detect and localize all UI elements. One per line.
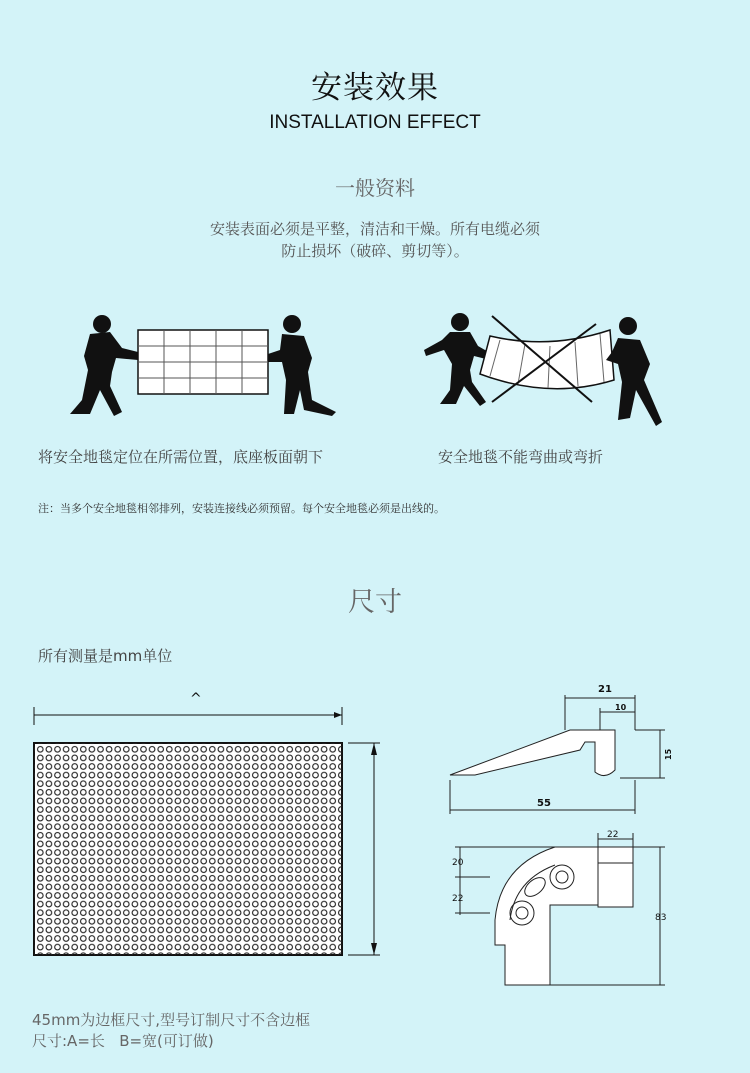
general-info-heading: 一般资料 xyxy=(335,176,415,200)
corner-dim-83: 83 xyxy=(655,913,667,923)
footnote-line-2: 尺寸:A=长 B=宽(可订做) xyxy=(32,1032,214,1050)
installation-note: 注：当多个安全地毯相邻排列，安装连接线必须预留。每个安全地毯必须是出线的。 xyxy=(38,502,445,515)
section-title-english: INSTALLATION EFFECT xyxy=(269,112,481,133)
caption-no-bending: 安全地毯不能弯曲或弯折 xyxy=(438,448,604,466)
profile-dim-55: 55 xyxy=(537,798,551,809)
section-title: 安装效果 xyxy=(311,70,439,106)
person-right-figure xyxy=(606,317,662,426)
corner-dim-22-left: 22 xyxy=(452,894,464,904)
corner-dim-22-top: 22 xyxy=(607,830,619,840)
incorrect-bending-illustration xyxy=(400,310,680,430)
profile-dim-21: 21 xyxy=(598,684,612,695)
corner-piece-drawing xyxy=(450,825,675,990)
general-info-line-2: 防止损坏（破碎、剪切等）。 xyxy=(281,242,469,260)
profile-dim-15: 15 xyxy=(664,748,673,760)
dimension-footnote xyxy=(32,1010,310,1052)
corner-dim-20: 20 xyxy=(452,858,464,868)
caption-correct-placement: 将安全地毯定位在所需位置，底座板面朝下 xyxy=(38,448,324,466)
units-note: 所有测量是mm单位 xyxy=(38,647,173,665)
general-info-text xyxy=(0,218,750,262)
footnote-line-1: 45mm为边框尺寸,型号订制尺寸不含边框 xyxy=(32,1011,311,1029)
dimensions-heading: 尺寸 xyxy=(348,587,402,618)
mat-dimension-drawing xyxy=(30,685,385,965)
person-left-figure xyxy=(424,313,492,406)
mat-bent xyxy=(480,330,614,389)
person-right-figure xyxy=(268,315,336,416)
profile-dim-10: 10 xyxy=(615,703,627,712)
general-info-line-1: 安装表面必须是平整，清洁和干燥。所有电缆必须 xyxy=(209,220,540,238)
edge-profile-drawing xyxy=(445,680,680,815)
length-a-label: ^ xyxy=(190,691,202,707)
person-left-figure xyxy=(70,315,138,416)
correct-placement-illustration xyxy=(60,310,350,420)
mat-flat xyxy=(138,330,268,394)
